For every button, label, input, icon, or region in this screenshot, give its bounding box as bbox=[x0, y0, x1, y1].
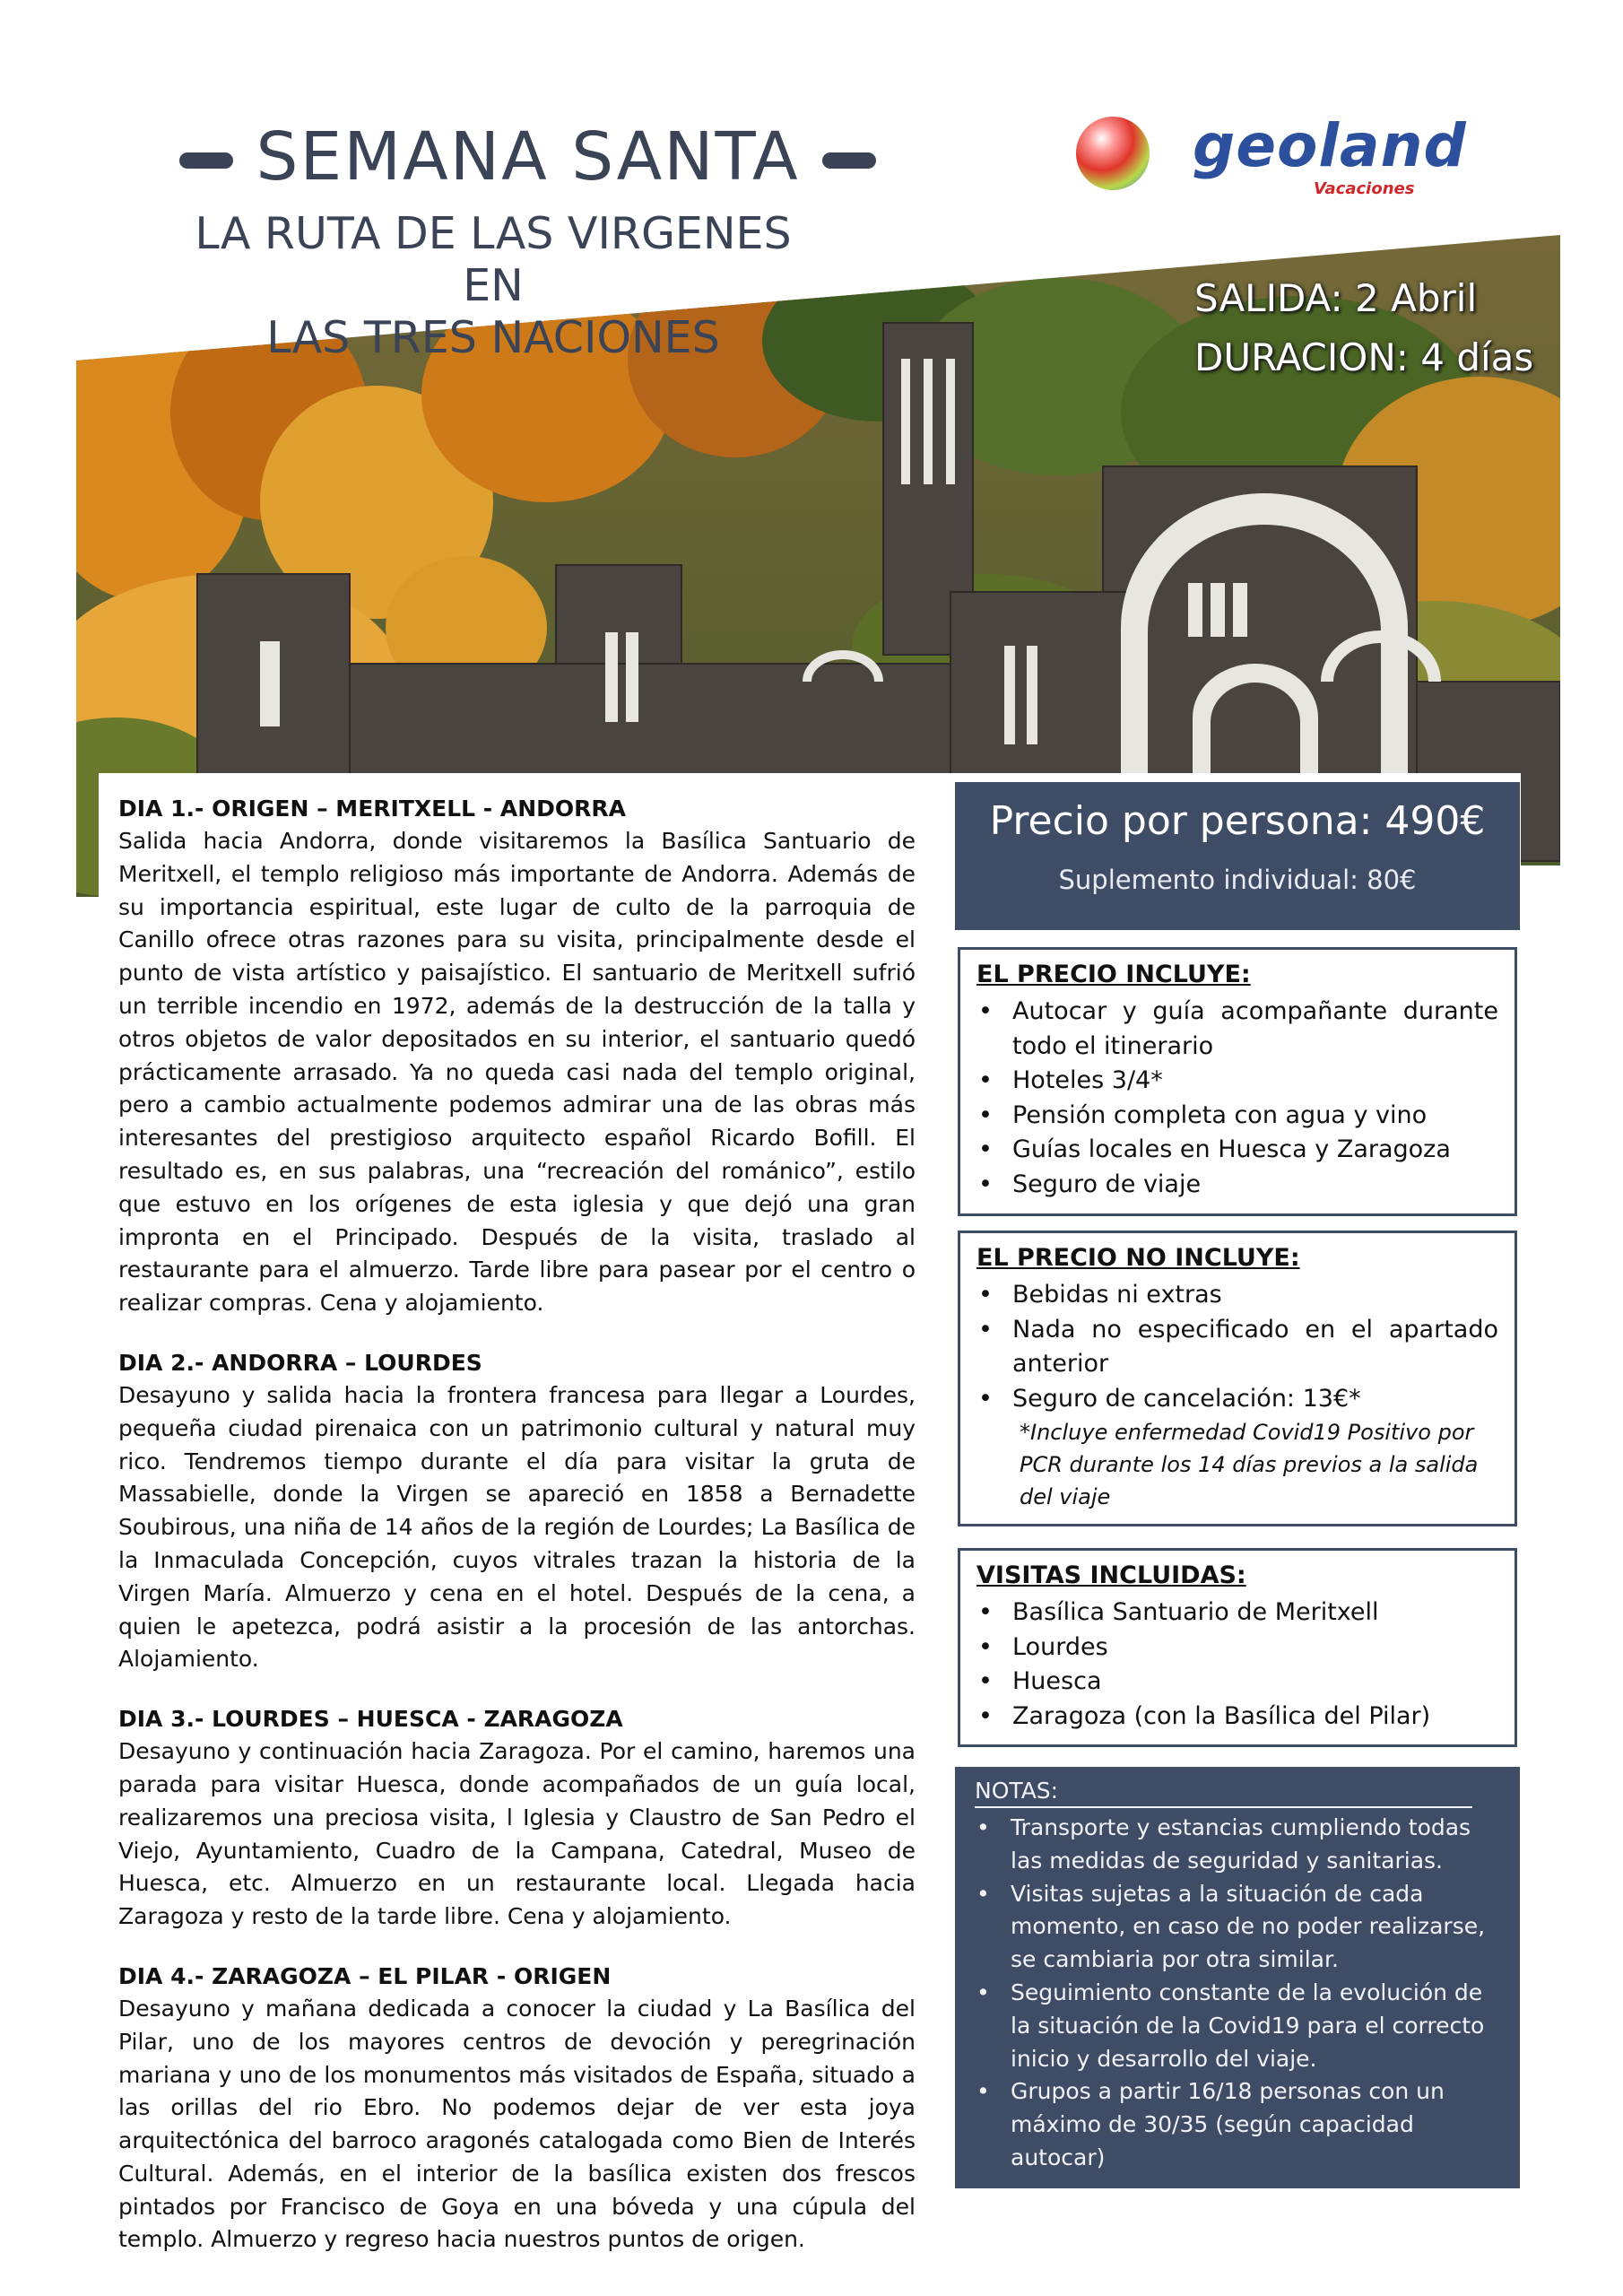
subtitle-line-1: LA RUTA DE LAS VIRGENES EN bbox=[195, 208, 792, 311]
visits-title: VISITAS INCLUIDAS: bbox=[976, 1561, 1246, 1589]
day-title: DIA 3.- LOURDES – HUESCA - ZARAGOZA bbox=[118, 1706, 623, 1733]
day-description: Desayuno y mañana dedicada a conocer la ciudad y La Basílica del Pilar, uno de los mayores centros de devoción y peregrinación mariana y uno de los monumentos más visitados de España, situado a las orillas del rio Ebro. No podemos dejar de ver esta joya arquitectónica del barroco aragonés catalogada como Bien de Interés Cultural. Además, en el interior de la basílica existen dos frescos pintados por Francisco de Goya en una bóveda y una cúpula del templo. Almuerzo y regreso hacia nuestros puntos de origen. bbox=[118, 1995, 916, 2253]
includes-title: EL PRECIO INCLUYE: bbox=[976, 961, 1251, 988]
excludes-title: EL PRECIO NO INCLUYE: bbox=[976, 1244, 1300, 1272]
single-supplement: Suplemento individual: 80€ bbox=[1058, 865, 1417, 895]
geoland-logo bbox=[1076, 111, 1524, 206]
title-left-bar bbox=[179, 152, 233, 169]
list-item: • Bebidas ni extras bbox=[976, 1278, 1498, 1313]
list-item: • Pensión completa con agua y vino bbox=[976, 1099, 1498, 1134]
list-item: • Seguro de viaje bbox=[976, 1168, 1498, 1203]
price-box bbox=[955, 782, 1520, 930]
list-item: • Seguro de cancelación: 13€* bbox=[976, 1382, 1498, 1417]
departure-date: SALIDA: 2 Abril bbox=[1194, 276, 1478, 320]
excludes-box bbox=[958, 1231, 1517, 1526]
list-item: • Zaragoza (con la Basílica del Pilar) bbox=[976, 1700, 1498, 1735]
day-description: Desayuno y salida hacia la frontera francesa para llegar a Lourdes, pequeña ciudad pirenaica con un patrimonio cultural y natural muy rico. Tendremos tiempo durante el día para visitar la gruta de Massabielle, donde la Virgen se apareció en 1858 a Bernadette Soubirous, una niña de 14 años de la región de Lourdes; La Basílica de la Inmaculada Concepción, cuyos vitrales trazan la historia de la Virgen María. Almuerzo y cena en el hotel. Después de la cena, a quien le apetezca, podrá asistir a la procesión de las antorchas. Alojamiento. bbox=[118, 1381, 916, 1673]
day-description: Desayuno y continuación hacia Zaragoza. Por el camino, haremos una parada para visitar Huesca, donde acompañados de un guía local, realizaremos una preciosa visita, l Iglesia y Claustro de San Pedro el Viejo, Ayuntamiento, Cuadro de la Campana, Catedral, Museo de Huesca, etc. Almuerzo en un restaurante local. Llegada hacia Zaragoza y resto de la tarde libre. Cena y alojamiento. bbox=[118, 1738, 916, 1930]
list-item: • Transporte y estancias cumpliendo todas las medidas de seguridad y sanitarias. bbox=[975, 1812, 1502, 1878]
title-text: SEMANA SANTA bbox=[256, 118, 800, 196]
itinerary-day bbox=[118, 1703, 916, 1934]
trip-duration: DURACION: 4 días bbox=[1194, 335, 1534, 379]
itinerary bbox=[99, 773, 937, 2253]
list-item: • Basílica Santuario de Meritxell bbox=[976, 1596, 1498, 1631]
logo-tagline: Vacaciones bbox=[1314, 179, 1415, 198]
day-title: DIA 1.- ORIGEN – MERITXELL - ANDORRA bbox=[118, 796, 626, 822]
list-item: • Autocar y guía acompañante durante todo el itinerario bbox=[976, 995, 1498, 1064]
list-item: • Hoteles 3/4* bbox=[976, 1064, 1498, 1099]
itinerary-day bbox=[118, 1347, 916, 1676]
day-title: DIA 2.- ANDORRA – LOURDES bbox=[118, 1349, 482, 1376]
notes-title: NOTAS: bbox=[975, 1776, 1472, 1808]
logo-wordmark: geoland bbox=[1193, 111, 1467, 180]
cancellation-note: *Incluye enfermedad Covid19 Positivo por PCR durante los 14 días previos a la salida del viaje bbox=[1020, 1420, 1479, 1509]
list-item: • Guías locales en Huesca y Zaragoza bbox=[976, 1133, 1498, 1168]
page-title bbox=[179, 118, 876, 196]
price-per-person: Precio por persona: 490€ bbox=[989, 798, 1486, 844]
includes-box bbox=[958, 947, 1517, 1216]
subtitle-line-2: LAS TRES NACIONES bbox=[266, 312, 720, 363]
notes-box bbox=[955, 1767, 1520, 2188]
title-right-bar bbox=[822, 152, 876, 169]
list-item: • Grupos a partir 16/18 personas con un máximo de 30/35 (según capacidad autocar) bbox=[975, 2075, 1502, 2174]
trip-info bbox=[1194, 269, 1533, 387]
itinerary-day bbox=[118, 793, 916, 1320]
day-description: Salida hacia Andorra, donde visitaremos la Basílica Santuario de Meritxell, el templo religioso más importante de Andorra. Además de su importancia espiritual, este lugar de culto de la parroquia de Canillo ofrece otras razones para su visita, principalmente desde el punto de vista artístico y paisajístico. El santuario de Meritxell sufrió un terrible incendio en 1972, además de la destrucción de la talla y otros objetos de valor depositados en su interior, el santuario quedó prácticamente arrasado. Ya no queda casi nada del templo original, pero a cambio actualmente podemos admirar una de las obras más interesantes del prestigioso arquitecto español Ricardo Bofill. El resultado es, en sus palabras, una “recreación del románico”, estilo que estuvo en los orígenes de esta iglesia y que dejó una gran impronta en el Principado. Después de la visita, traslado al restaurante para el almuerzo. Tarde libre para pasear por el centro o realizar compras. Cena y alojamiento. bbox=[118, 828, 916, 1317]
page-subtitle bbox=[175, 208, 812, 364]
list-item: • Seguimiento constante de la evolución de la situación de la Covid19 para el correcto inicio y desarrollo del viaje. bbox=[975, 1977, 1502, 2075]
list-item: • Visitas sujetas a la situación de cada momento, en caso de no poder realizarse, se cambiaria por otra similar. bbox=[975, 1878, 1502, 1977]
logo-globe-icon bbox=[1076, 117, 1150, 190]
day-title: DIA 4.- ZARAGOZA – EL PILAR - ORIGEN bbox=[118, 1962, 612, 1989]
list-item: • Nada no especificado en el apartado anterior bbox=[976, 1313, 1498, 1382]
itinerary-day bbox=[118, 1961, 916, 2257]
list-item: • Huesca bbox=[976, 1665, 1498, 1700]
included-visits-box bbox=[958, 1548, 1517, 1747]
list-item: • Lourdes bbox=[976, 1631, 1498, 1665]
